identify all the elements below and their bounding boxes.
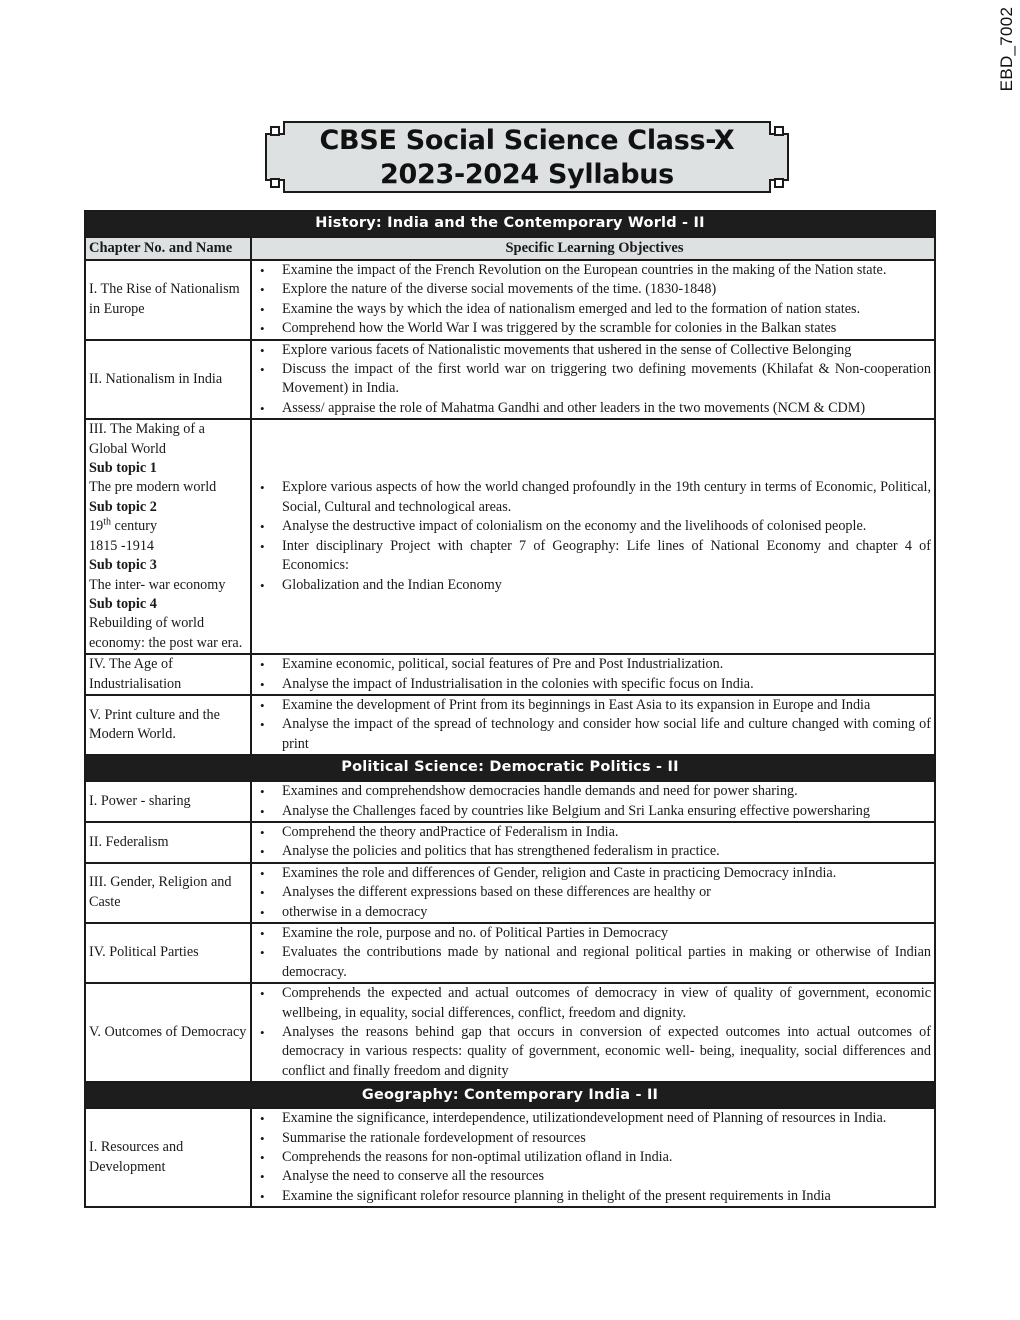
document-code-text: EBD_7002 [997,6,1016,92]
objectives-cell [251,923,935,983]
objective-item: • Analyses the different expressions based on these differences are healthy or [258,883,931,902]
column-header-objectives: Specific Learning Objectives [251,237,935,260]
objective-item: • Analyse the impact of Industrialisation in the colonies with specific focus on India. [258,675,931,694]
subtopic-label: Sub topic 1 [89,460,157,477]
chapter-name: I. Resources and Development [85,1108,251,1207]
objectives-cell [251,863,935,923]
objective-item: • Globalization and the Indian Economy [258,576,931,595]
title-banner [262,118,792,196]
objective-item: • Comprehend how the World War I was triggered by the scramble for colonies in the Balkan states [258,319,931,338]
subtopic-text: The inter- war economy [89,576,226,593]
objective-item: • Analyse the need to conserve all the resources [258,1167,931,1186]
objective-item: • Comprehends the expected and actual outcomes of democracy in view of quality of government, economic wellbeing, in equality, social differences, conflict, freedom and dignity. [258,984,931,1023]
column-header-row [85,237,935,260]
table-row [85,1108,935,1207]
table-row [85,260,935,340]
objective-item: • Examine the significance, interdependence, utilizationdevelopment need of Planning of resources in India. [258,1109,931,1128]
objective-item: • Analyse the policies and politics that has strengthened federalism in practice. [258,842,931,861]
objective-item: • Explore various aspects of how the world changed profoundly in the 19th century in terms of Economic, Political, Social, Cultural and technological areas. [258,478,931,517]
table-row [85,695,935,755]
subtopic-label: Sub topic 4 [89,595,157,612]
chapter-name: IV. The Age of Industrialisation [85,654,251,695]
section-title: Geography: Contemporary India - II [85,1082,935,1108]
chapter-name [85,419,251,654]
section-title: History: India and the Contemporary World - II [85,211,935,237]
table-row [85,983,935,1082]
objective-item: • Analyses the reasons behind gap that occurs in conversion of expected outcomes into actual outcomes of democracy in various respects: quality of government, economic well- being, inequality, social differences and conflict and finally freedom and dignity [258,1023,931,1081]
objectives-cell [251,654,935,695]
objectives-cell [251,1108,935,1207]
objective-item: • Discuss the impact of the first world war on triggering two defining movements (Khilafat & Non-cooperation Movement) in India. [258,360,931,399]
objective-item: • Explore the nature of the diverse social movements of the time. (1830-1848) [258,280,931,299]
section-title: Political Science: Democratic Politics - II [85,755,935,781]
chapter-name: I. Power - sharing [85,781,251,822]
table-row [85,781,935,822]
objective-item: • Analyse the destructive impact of colonialism on the economy and the livelihoods of colonised people. [258,517,931,536]
objectives-cell [251,983,935,1082]
table-row [85,822,935,863]
chapter-name: I. The Rise of Nationalism in Europe [85,260,251,340]
subtopic-text: Rebuilding of world economy: the post war era. [89,615,243,651]
objective-item: • Examine the ways by which the idea of nationalism emerged and led to the formation of nation states. [258,300,931,319]
chapter-name: IV. Political Parties [85,923,251,983]
title-line-2: 2023-2024 Syllabus [380,159,674,190]
chapter-title: III. The Making of a Global World [89,421,205,457]
objectives-cell [251,260,935,340]
objective-item: • Examines the role and differences of Gender, religion and Caste in practicing Democracy inIndia. [258,864,931,883]
objective-item: • otherwise in a democracy [258,903,931,922]
objective-item: • Explore various facets of Nationalistic movements that ushered in the sense of Collective Belonging [258,341,931,360]
objective-item: • Examines and comprehendshow democracies handle demands and need for power sharing. [258,782,931,801]
section-header-political-science [85,755,935,781]
document-code [996,4,1018,94]
section-header-geography [85,1082,935,1108]
chapter-name: III. Gender, Religion and Caste [85,863,251,923]
objective-item: • Comprehends the reasons for non-optimal utilization ofland in India. [258,1148,931,1167]
chapter-name: V. Outcomes of Democracy [85,983,251,1082]
objectives-cell [251,695,935,755]
objective-item: • Examine the significant rolefor resource planning in thelight of the present requirements in India [258,1187,931,1206]
objective-item: • Comprehend the theory andPractice of Federalism in India. [258,823,931,842]
chapter-name: V. Print culture and the Modern World. [85,695,251,755]
objective-item: • Examine economic, political, social features of Pre and Post Industrialization. [258,655,931,674]
column-header-chapter: Chapter No. and Name [85,237,251,260]
section-header-history [85,211,935,237]
chapter-name: II. Federalism [85,822,251,863]
objective-item: • Inter disciplinary Project with chapter 7 of Geography: Life lines of National Economy and chapter 4 of Economics: [258,537,931,576]
objective-item: • Examine the development of Print from its beginnings in East Asia to its expansion in Europe and India [258,696,931,715]
syllabus-table [84,210,936,1208]
objective-item: • Summarise the rationale fordevelopment of resources [258,1129,931,1148]
objectives-cell [251,822,935,863]
objective-item: • Analyse the Challenges faced by countries like Belgium and Sri Lanka ensuring effective powersharing [258,802,931,821]
subtopic-text: 1815 -1914 [89,537,155,554]
subtopic-text: The pre modern world [89,479,217,496]
subtopic-label: Sub topic 3 [89,557,157,574]
subtopic-label: Sub topic 2 [89,498,157,515]
table-row [85,340,935,420]
table-row [85,419,935,654]
objectives-cell [251,340,935,420]
table-row [85,923,935,983]
objective-item: • Examine the role, purpose and no. of Political Parties in Democracy [258,924,931,943]
objective-item: • Evaluates the contributions made by national and regional political parties in making or otherwise of Indian democracy. [258,943,931,982]
table-row [85,654,935,695]
objectives-cell [251,781,935,822]
objectives-cell [251,419,935,654]
objective-item: • Analyse the impact of the spread of technology and consider how social life and culture changed with coming of print [258,715,931,754]
title-line-1: CBSE Social Science Class-X [319,125,735,156]
table-row [85,863,935,923]
subtopic-text: 19th century [89,516,158,535]
chapter-name: II. Nationalism in India [85,340,251,420]
objective-item: • Examine the impact of the French Revolution on the European countries in the making of the Nation state. [258,261,931,280]
page-title [262,124,792,192]
objective-item: • Assess/ appraise the role of Mahatma Gandhi and other leaders in the two movements (NCM & CDM) [258,399,931,418]
